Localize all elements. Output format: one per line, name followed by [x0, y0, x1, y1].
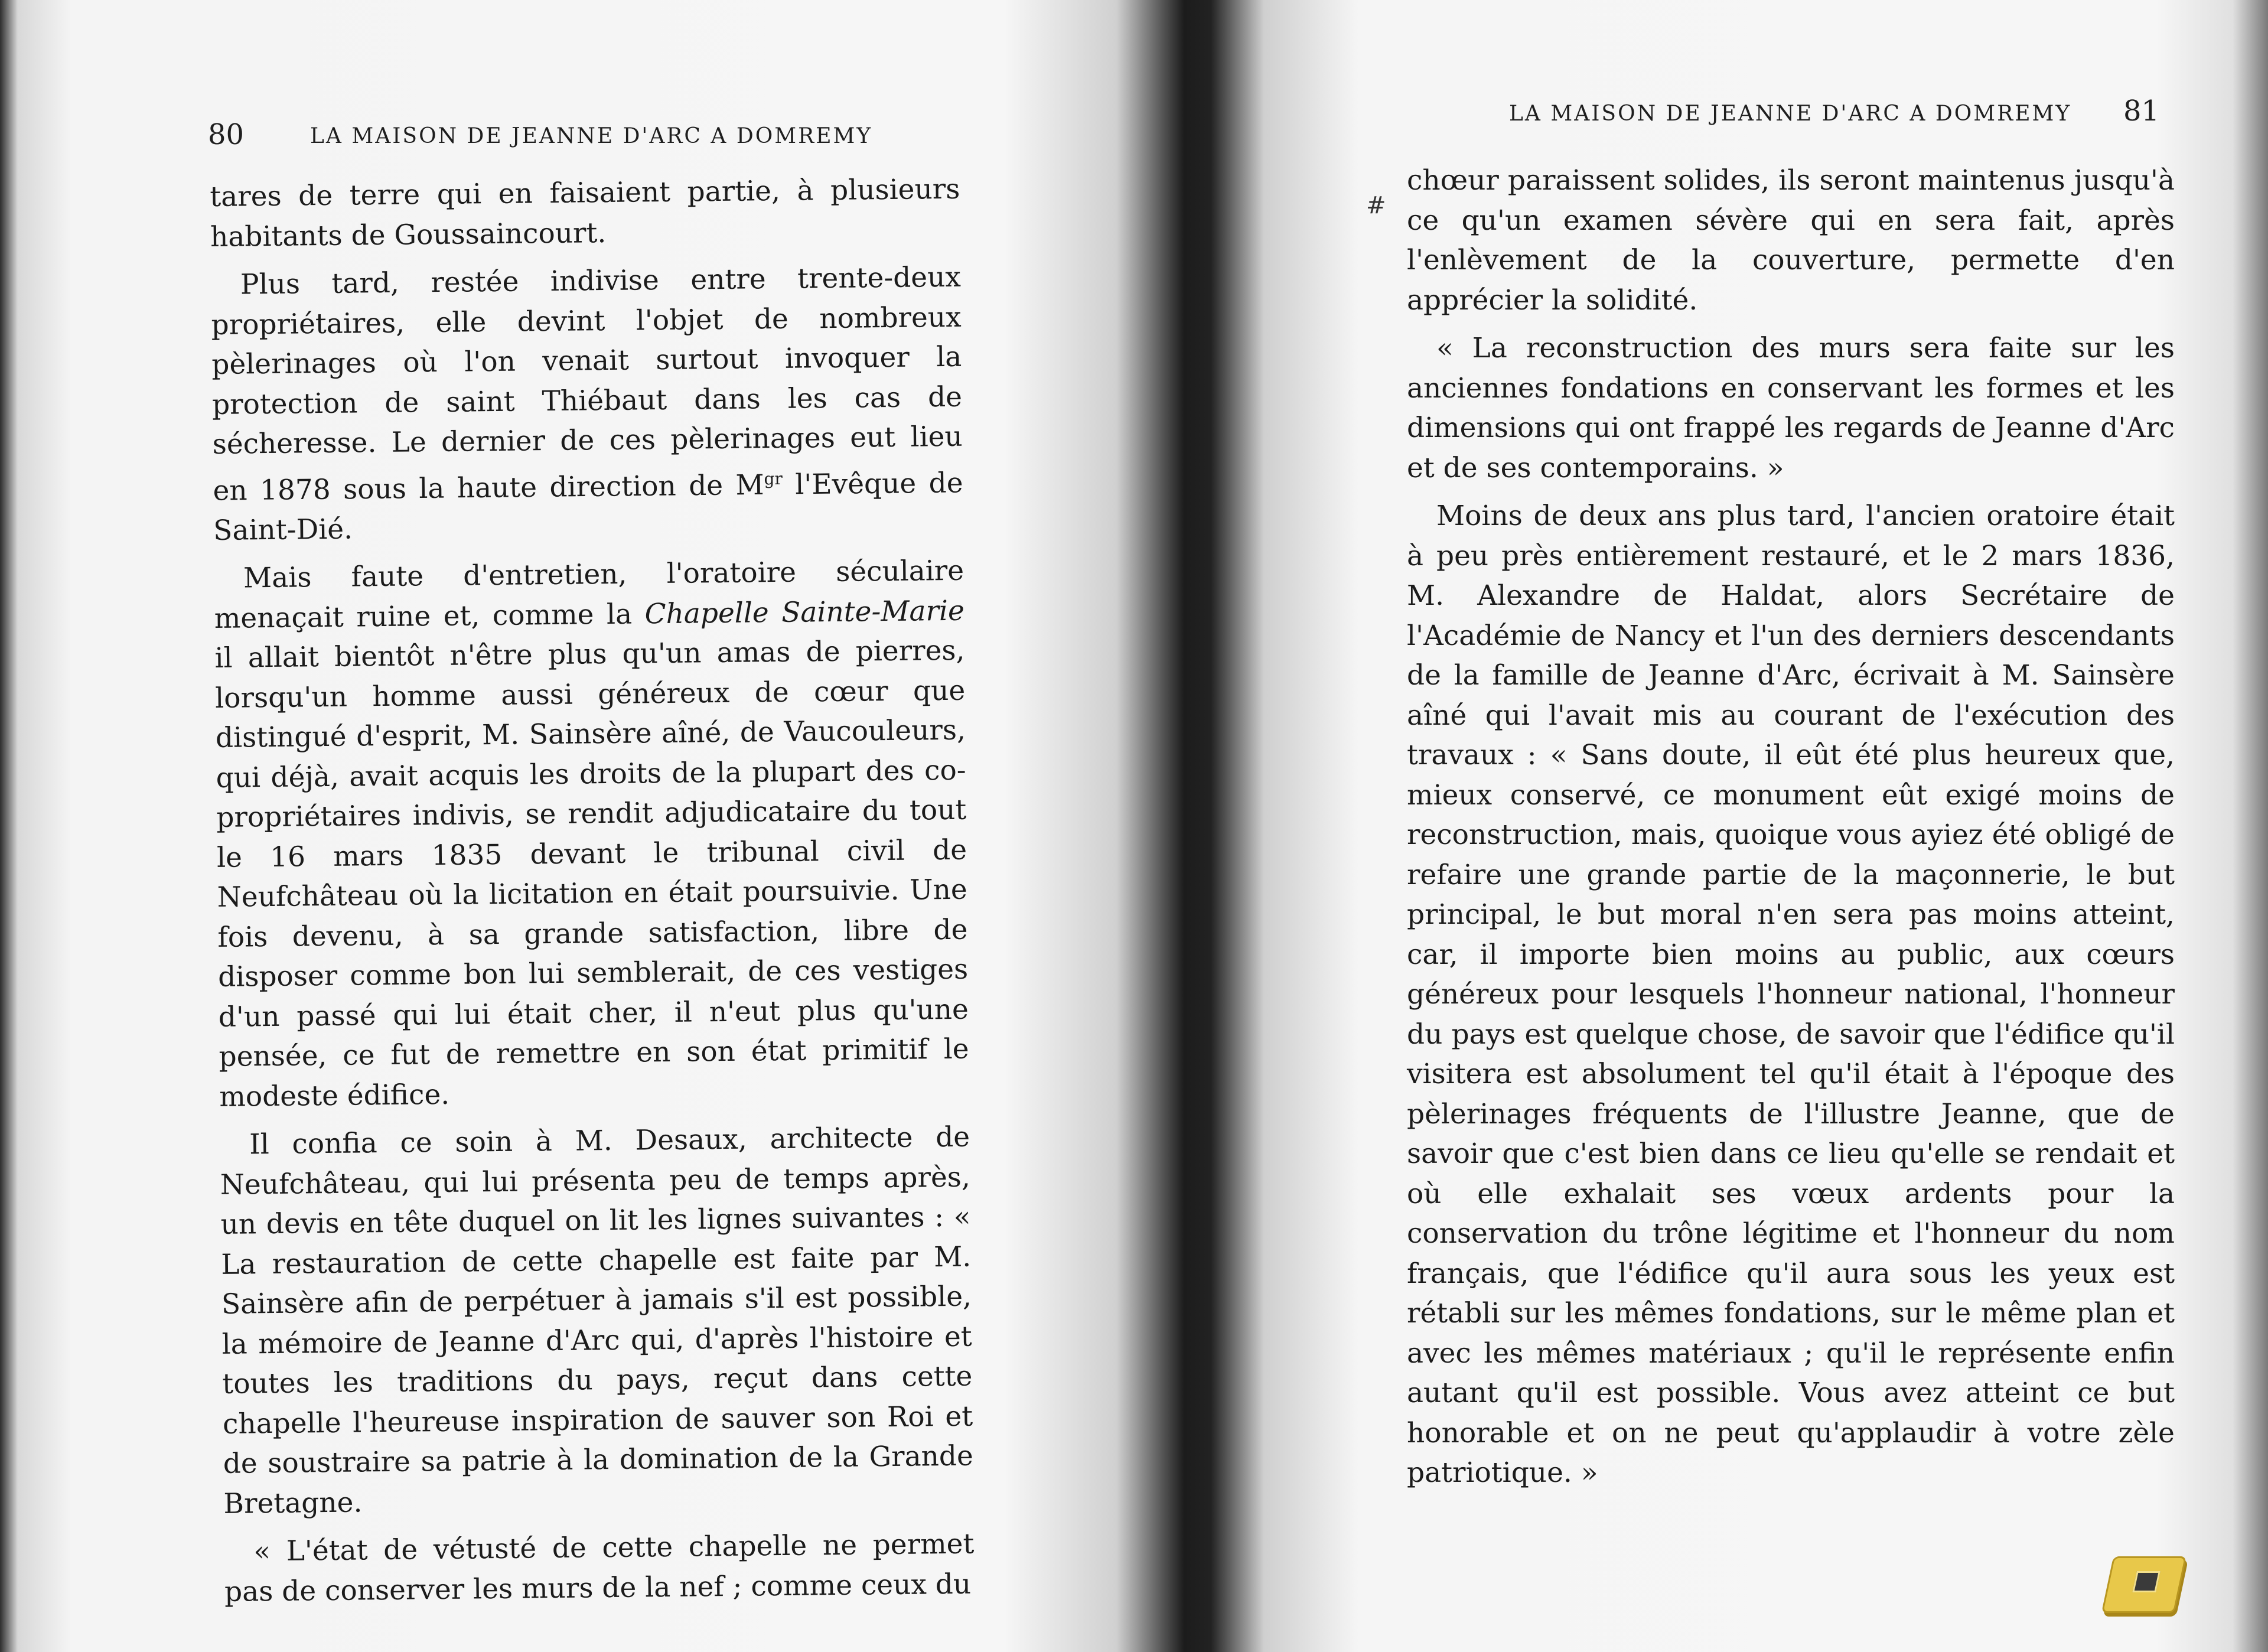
running-head-right: LA MAISON DE JEANNE D'ARC A DOMREMY	[1509, 102, 2072, 126]
left-page-body	[210, 170, 975, 1620]
right-paragraph-3: Moins de deux ans plus tard, l'ancien oratoire était à peu près entièrement restauré, et le 2 mars 1836, M. Alexandre de Haldat, alors Secrétaire de l'Académie de Nancy et l'un des derniers descendants de la famille de Jeanne d'Arc, écrivait à M. Sainsère aîné qui l'avait mis au courant de l'exécution des travaux : « Sans doute, il eût été plus heureux que, mieux conservé, ce monument eût exigé moins de reconstruction, mais, quoique vous ayiez été obligé de refaire une grande partie de la maçonnerie, le but principal, le but moral n'en sera pas moins atteint, car, il importe bien moins au public, aux cœurs généreux pour lesquels l'honneur national, l'honneur du pays est quelque chose, de savoir que l'édifice qu'il visitera est absolument tel qu'il était à l'époque des pèlerinages fréquents de l'illustre Jeanne, que de savoir que c'est bien dans ce lieu qu'elle se rendait et où elle exhalait ses vœux ardents pour la conservation du trône légitime et l'honneur du nom français, que l'édifice qu'il aura sous les yeux est rétabli sur les mêmes fondations, sur le même plan et avec les mêmes matériaux ; qu'il le représente enfin autant qu'il est possible. Vous avez atteint ce but honorable et on ne peut qu'applaudir à votre zèle patriotique. »	[1407, 500, 2175, 1489]
left-paragraph-5: « L'état de vétusté de cette chapelle ne permet pas de conserver les murs de la nef ; comme ceux du	[224, 1527, 975, 1608]
left-paragraph-4: Il confia ce soin à M. Desaux, architecte de Neufchâteau, qui lui présenta peu de temps après, un devis en tête duquel on lit les lignes suivantes : « La restauration de cette chapelle est faite par M. Sainsère afin de perpétuer à jamais s'il est possible, la mémoire de Jeanne d'Arc qui, d'après l'histoire et toutes les traditions du pays, reçut dans cette chapelle l'heureuse inspiration de sauver son Roi et de soustraire sa patrie à la domination de la Grande Bretagne.	[220, 1120, 974, 1520]
right-paragraph-2: « La reconstruction des murs sera faite sur les anciennes fondations en conservant les formes et les dimensions qui ont frappé les regards de Jeanne d'Arc et de ses contemporains. »	[1407, 332, 2175, 484]
margin-annotation: #	[1366, 192, 1386, 219]
left-paragraph-2: Plus tard, restée indivise entre trente-deux propriétaires, elle devint l'objet de nombreux pèlerinages où l'on venait surtout invoquer la protection de saint Thiébaut dans les cas de sécheresse. Le dernier de ces pèlerinages eut lieu en 1878 sous la haute direction de $M^{gr}$ l'Evêque de Saint-Dié.	[211, 260, 963, 547]
left-paragraph-3: Mais faute d'entretien, l'oratoire séculaire menaçait ruine et, comme la Chapelle Sainte-Marie il allait bientôt n'être plus qu'un amas de pierres, lorsqu'un homme aussi généreux de cœur que distingué d'esprit, M. Sainsère aîné, de Vaucouleurs, qui déjà, avait acquis les droits de la plupart des co-propriétaires indivis, se rendit adjudicataire du tout le 16 mars 1835 devant le tribunal civil de Neufchâteau où la licitation en était poursuivie. Une fois devenu, à sa grande satisfaction, libre de disposer comme bon lui semblerait, de ces vestiges d'un passé qui lui était cher, il n'eut plus qu'une pensée, ce fut de remettre en son état primitif le modeste édifice.	[214, 554, 969, 1113]
cube-logo-icon[interactable]	[2101, 1556, 2186, 1613]
right-page-body	[1407, 161, 2175, 1501]
cube-logo-inner	[2132, 1571, 2161, 1592]
right-page	[1211, 0, 2268, 1652]
page-number-right: 81	[2123, 95, 2160, 128]
left-paragraph-1: tares de terre qui en faisaient partie, à plusieurs habitants de Goussaincourt.	[210, 172, 960, 253]
running-head-left: LA MAISON DE JEANNE D'ARC A DOMREMY	[310, 124, 873, 148]
page-number-left: 80	[208, 118, 245, 151]
right-paragraph-1: chœur paraissent solides, ils seront maintenus jusqu'à ce qu'un examen sévère qui en sera fait, après l'enlèvement de la couverture, permette d'en apprécier la solidité.	[1407, 164, 2175, 317]
